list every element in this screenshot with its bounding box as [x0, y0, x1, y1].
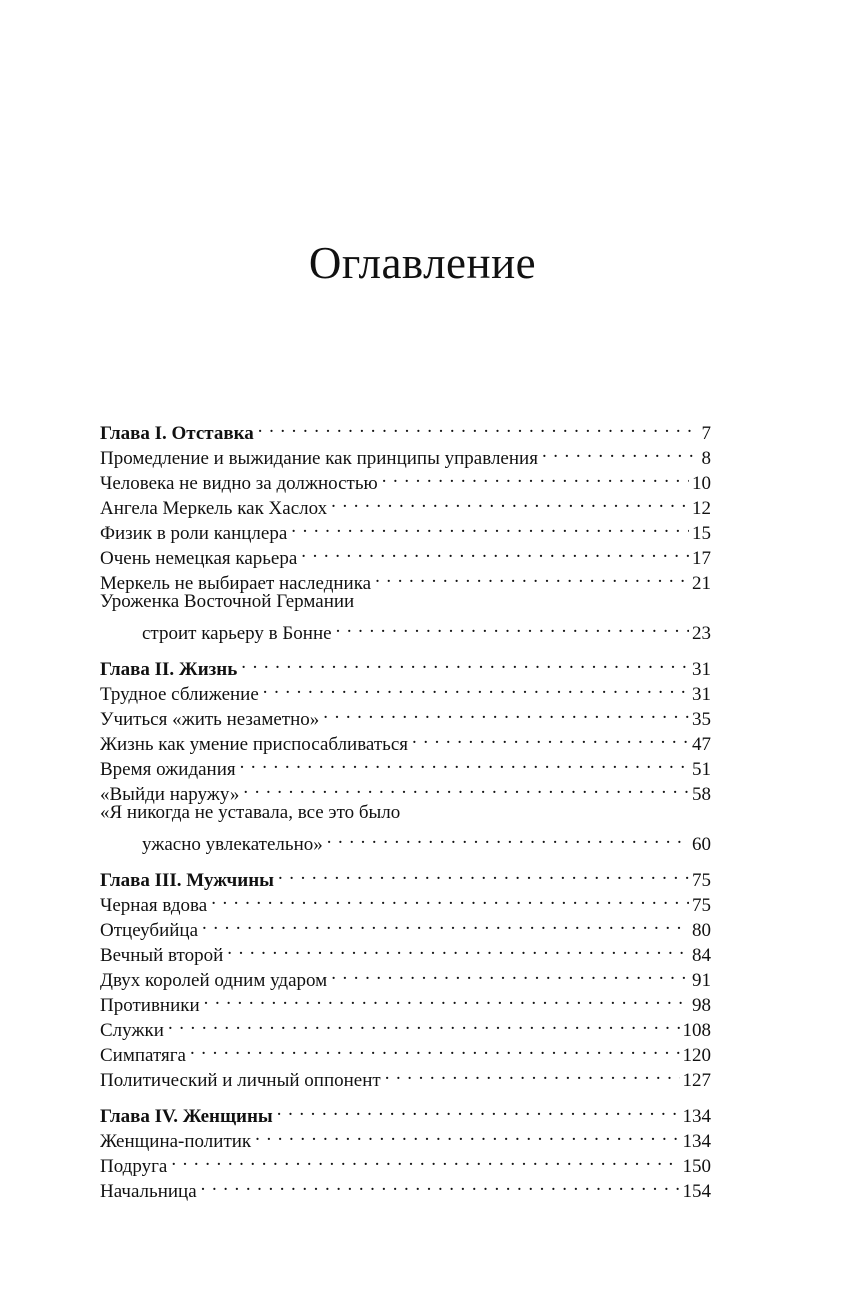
toc-page-number: 75	[692, 895, 711, 916]
toc-chapter	[100, 861, 711, 1091]
dot-leader	[336, 614, 689, 639]
toc-page-number: 127	[682, 1070, 711, 1091]
toc-entry-title: Симпатяга	[100, 1045, 186, 1066]
toc-page-number: 150	[682, 1156, 711, 1177]
toc-entry-title: строит карьеру в Бонне	[142, 623, 332, 644]
dot-leader	[204, 986, 689, 1011]
toc-chapter-title: Глава III. Мужчины	[100, 870, 274, 891]
toc-entry-title-line1[interactable]: «Я никогда не уставала, все это было	[100, 802, 401, 823]
page-title: Оглавление	[308, 238, 537, 288]
toc-entry-title: Человека не видно за должностью	[100, 473, 378, 494]
dot-leader	[301, 539, 689, 564]
toc-page-number: 7	[701, 423, 711, 444]
dot-leader	[327, 825, 689, 850]
toc-page-number: 31	[692, 684, 711, 705]
toc-entry-title: Начальница	[100, 1181, 197, 1202]
toc-page-number: 51	[692, 759, 711, 780]
dot-leader	[241, 650, 689, 675]
toc-entry[interactable]	[100, 825, 711, 855]
toc-chapter-title: Глава II. Жизнь	[100, 659, 238, 680]
toc-entry-title: Двух королей одним ударом	[100, 970, 328, 991]
toc-page-number: 35	[692, 709, 711, 730]
toc-chapter-heading[interactable]	[100, 861, 711, 891]
toc-entry[interactable]	[100, 614, 711, 644]
toc-page-number: 21	[692, 573, 711, 594]
toc-page-number: 84	[692, 945, 711, 966]
toc-page-number: 134	[682, 1106, 711, 1127]
toc-entry-title: Противники	[100, 995, 200, 1016]
toc-entry-title: ужасно увлекательно»	[142, 834, 323, 855]
dot-leader	[227, 936, 689, 961]
toc-page-number: 80	[692, 920, 711, 941]
dot-leader	[375, 564, 689, 589]
toc-page-number: 58	[692, 784, 711, 805]
toc-page-number: 91	[692, 970, 711, 991]
dot-leader	[202, 911, 689, 936]
toc-chapter	[100, 1097, 711, 1202]
toc-entry-title: Меркель не выбирает наследника	[100, 573, 372, 594]
dot-leader	[542, 439, 699, 464]
dot-leader	[201, 1172, 680, 1197]
toc-entry-title: Подруга	[100, 1156, 168, 1177]
dot-leader	[278, 861, 689, 886]
toc-chapter-heading[interactable]	[100, 414, 711, 444]
dot-leader	[243, 775, 689, 800]
dot-leader	[277, 1097, 680, 1122]
toc-entry[interactable]	[100, 1011, 711, 1041]
toc-entry-title: Служки	[100, 1020, 164, 1041]
toc-page-number: 108	[682, 1020, 711, 1041]
dot-leader	[323, 700, 689, 725]
toc-page-number: 15	[692, 523, 711, 544]
toc-entry[interactable]	[100, 1061, 711, 1091]
dot-leader	[291, 514, 689, 539]
toc-page-number: 12	[692, 498, 711, 519]
toc-entry-title: Вечный второй	[100, 945, 224, 966]
toc-entry-title: Черная вдова	[100, 895, 208, 916]
dot-leader	[171, 1147, 679, 1172]
toc-entry-title-line1[interactable]: Уроженка Восточной Германии	[100, 591, 355, 612]
toc-entry-title: Физик в роли канцлера	[100, 523, 288, 544]
toc-page-number: 98	[692, 995, 711, 1016]
toc-entry-title: Женщина-политик	[100, 1131, 252, 1152]
toc-entry-title: Промедление и выжидание как принципы управления	[100, 448, 538, 469]
toc-page-number: 8	[701, 448, 711, 469]
toc-page-number: 60	[692, 834, 711, 855]
toc-chapter-title: Глава I. Отставка	[100, 423, 254, 444]
dot-leader	[255, 1122, 679, 1147]
toc-entry-title: Ангела Меркель как Хаслох	[100, 498, 328, 519]
toc-page-number: 31	[692, 659, 711, 680]
toc-page-number: 23	[692, 623, 711, 644]
dot-leader	[412, 725, 689, 750]
toc-entry-title: Время ожидания	[100, 759, 236, 780]
dot-leader	[385, 1061, 680, 1086]
toc-entry-title: Отцеубийца	[100, 920, 199, 941]
toc-chapter-title: Глава IV. Женщины	[100, 1106, 273, 1127]
toc-entry[interactable]	[100, 1147, 711, 1177]
toc-chapter	[100, 650, 711, 855]
toc-entry-title: Учиться «жить незаметно»	[100, 709, 320, 730]
toc-entry-title: Политический и личный оппонент	[100, 1070, 381, 1091]
dot-leader	[240, 750, 689, 775]
toc-entry-title: Жизнь как умение приспосабливаться	[100, 734, 409, 755]
dot-leader	[331, 961, 689, 986]
table-of-contents	[100, 414, 711, 1202]
toc-page-number: 10	[692, 473, 711, 494]
dot-leader	[190, 1036, 680, 1061]
dot-leader	[263, 675, 689, 700]
toc-chapter-heading[interactable]	[100, 1097, 711, 1127]
toc-entry-title: «Выйди наружу»	[100, 784, 240, 805]
toc-entry-title: Очень немецкая карьера	[100, 548, 298, 569]
toc-page-number: 17	[692, 548, 711, 569]
dot-leader	[168, 1011, 680, 1036]
toc-page-number: 134	[682, 1131, 711, 1152]
toc-entry-title: Трудное сближение	[100, 684, 259, 705]
dot-leader	[258, 414, 699, 439]
dot-leader	[331, 489, 689, 514]
toc-chapter-heading[interactable]	[100, 650, 711, 680]
dot-leader	[382, 464, 689, 489]
toc-page-number: 47	[692, 734, 711, 755]
toc-page-number: 75	[692, 870, 711, 891]
dot-leader	[211, 886, 689, 911]
toc-entry[interactable]	[100, 1036, 711, 1066]
toc-page-number: 120	[682, 1045, 711, 1066]
toc-page-number: 154	[682, 1181, 711, 1202]
toc-chapter	[100, 414, 711, 644]
toc-entry[interactable]	[100, 1172, 711, 1202]
